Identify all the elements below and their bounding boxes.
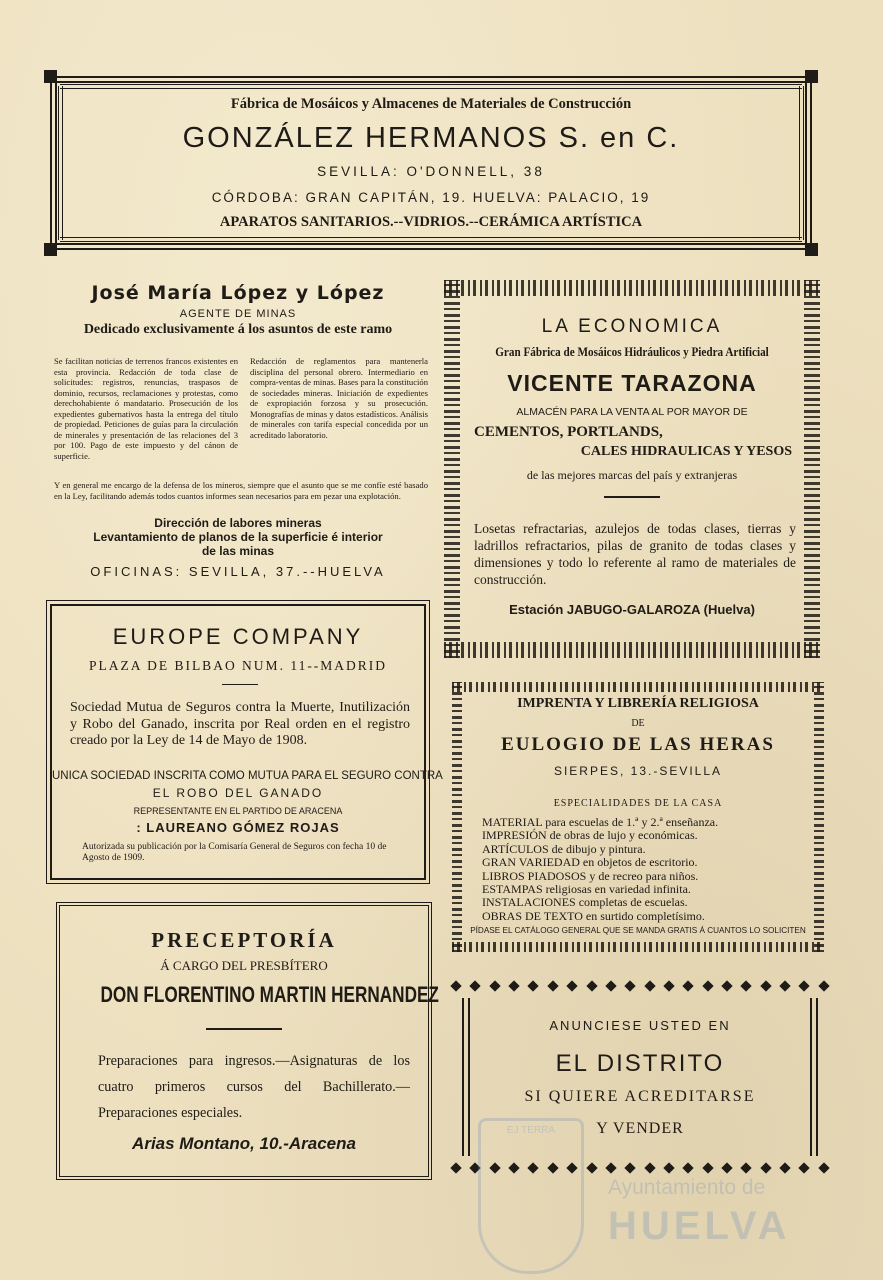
lopez-levantamiento: Levantamiento de planos de la superficie é interior xyxy=(93,530,383,544)
economica-name: VICENTE TARAZONA xyxy=(507,370,757,396)
eulogio-de-las-heras-ad xyxy=(452,682,824,952)
bottom-inner-border xyxy=(60,237,802,242)
economica-almacen: ALMACÉN PARA LA VENTA AL POR MAYOR DE xyxy=(516,406,748,418)
economica-cementos: CEMENTOS, PORTLANDS, xyxy=(474,424,663,440)
list-item: ESTAMPAS religiosas en variedad infinita. xyxy=(482,882,691,897)
heras-especialidades: ESPECIALIDADES DE LA CASA xyxy=(553,798,723,809)
gonzalez-line1: Fábrica de Mosáicos y Almacenes de Materiales de Construcción xyxy=(230,96,632,112)
europe-repname: : LAUREANO GÓMEZ ROJAS xyxy=(136,820,340,835)
decorative-divider xyxy=(604,496,660,498)
shield-text: EJ TERRA xyxy=(506,1125,556,1136)
europe-unica: UNICA SOCIEDAD INSCRITA COMO MUTUA PARA EL SEGURO CONTRA xyxy=(52,770,443,782)
bottom-border xyxy=(44,243,818,250)
distrito-anunciese: ANUNCIESE USTED EN xyxy=(549,1018,731,1033)
diamond-border-top xyxy=(452,980,828,992)
ornamental-border-bottom xyxy=(444,642,820,658)
distrito-si: SI QUIERE ACREDITARSE xyxy=(524,1088,756,1105)
heras-imprenta: IMPRENTA Y LIBRERÍA RELIGIOSA xyxy=(517,696,759,711)
shield-icon xyxy=(478,1118,584,1274)
list-item: INSTALACIONES completas de escuelas. xyxy=(482,895,688,910)
corner-ornament xyxy=(806,70,818,82)
heras-items-list xyxy=(482,816,718,923)
preceptoria-cargo: Á CARGO DEL PRESBÍTERO xyxy=(160,958,328,973)
heras-name: EULOGIO DE LAS HERAS xyxy=(501,734,775,755)
lopez-role: AGENTE DE MINAS xyxy=(179,308,297,320)
preceptoria-name: DON FLORENTINO MARTIN HERNANDEZ xyxy=(100,982,439,1007)
lopez-column-left: Se facilitan noticias de terrenos francos existentes en esta provincia. Redacción de toda clase de solicitudes: registros, renuncias, traspasos de dominio, recursos, reclamaciones y protestas, como derechohabiente ó mandatario. Prosecución de los expedientes gubernativos hasta la entrega del título de propiedad. Peticiones de guías para la circulación de minerales y presentación de las relaciones del 3 por 100. Pago de este impuesto y del cánon de superficie. xyxy=(54,356,238,461)
list-item: MATERIAL para escuelas de 1.ª y 2.ª enseñanza. xyxy=(482,815,719,829)
lopez-minas: de las minas xyxy=(201,544,275,558)
ornamental-border-top xyxy=(452,682,824,692)
economica-losetas: Losetas refractarias, azulejos de todas clases, tierras y ladrillos refractarios, pilas de granito de todas clases y dimensiones y todo lo referente al ramo de materiales de construcción. xyxy=(474,521,796,587)
distrito-name: EL DISTRITO xyxy=(555,1050,725,1077)
economica-cales: CALES HIDRAULICAS Y YESOS xyxy=(580,444,792,459)
heras-address: SIERPES, 13.-SEVILLA xyxy=(553,764,723,778)
economica-estacion: Estación JABUGO-GALAROZA (Huelva) xyxy=(509,602,755,617)
gonzalez-cordoba: CÓRDOBA: GRAN CAPITÁN, 19. HUELVA: PALACIO, 19 xyxy=(211,190,651,205)
list-item: LIBROS PIADOSOS y de recreo para niños. xyxy=(482,868,699,883)
lopez-name: José María López y López xyxy=(91,282,385,304)
economica-subtitle: Gran Fábrica de Mosáicos Hidráulicos y Piedra Artificial xyxy=(495,344,769,359)
lopez-column-right: Redacción de reglamentos para mantenerla disciplina del personal obrero. Intermediario en compra-ventas de minas. Bases para la constitución de sociedades mineras. Iniciación de expedientes de expropiación forzosa y su prosecución. Monografías de minas y datos estadísticos. Análisis de minerales con tarifa especial concedida por un acreditado laboratorio. xyxy=(250,356,428,440)
la-economica-ad xyxy=(444,280,820,658)
europe-body: Sociedad Mutua de Seguros contra la Muerte, Inutilización y Robo del Ganado, inscrita por Real orden en el registro creado por la Ley de 14 de Mayo de 1908. xyxy=(70,700,410,748)
heras-catalogo: PÍDASE EL CATÁLOGO GENERAL QUE SE MANDA GRATIS Á CUANTOS LO SOLICITEN xyxy=(470,926,806,935)
corner-ornament xyxy=(806,244,818,256)
watermark-line1: Ayuntamiento de xyxy=(608,1176,766,1199)
decorative-divider xyxy=(222,684,258,685)
gonzalez-name: GONZÁLEZ HERMANOS S. en C. xyxy=(182,122,680,154)
top-inner-border xyxy=(60,84,802,89)
lopez-ad xyxy=(44,276,432,586)
europe-robo: EL ROBO DEL GANADO xyxy=(152,786,324,800)
top-border xyxy=(44,76,818,83)
corner-ornament xyxy=(44,70,56,82)
gonzalez-hermanos-ad xyxy=(44,70,818,256)
economica-title: LA ECONOMICA xyxy=(541,316,723,337)
distrito-vender: Y VENDER xyxy=(596,1120,684,1137)
preceptoria-body: Preparaciones para ingresos.—Asignaturas de los cuatro primeros cursos del Bachillerato.—Preparaciones especiales. xyxy=(98,1053,410,1121)
europe-company-ad xyxy=(50,604,443,880)
ayuntamiento-watermark xyxy=(478,1118,808,1268)
europe-address: PLAZA DE BILBAO NUM. 11--MADRID xyxy=(88,658,388,673)
lopez-direccion: Dirección de labores mineras xyxy=(154,516,322,530)
watermark-line2: HUELVA xyxy=(608,1204,791,1248)
lopez-tagline: Dedicado exclusivamente á los asuntos de este ramo xyxy=(83,322,393,337)
heras-de: DE xyxy=(631,718,645,729)
decorative-divider xyxy=(206,1028,282,1030)
preceptoria-address: Arias Montano, 10.-Aracena xyxy=(132,1134,356,1153)
list-item: ARTÍCULOS de dibujo y pintura. xyxy=(482,841,646,856)
preceptoria-ad xyxy=(56,902,439,1180)
list-item: OBRAS DE TEXTO en surtido completísimo. xyxy=(482,908,705,923)
preceptoria-title: PRECEPTORÍA xyxy=(151,928,337,952)
economica-marcas: de las mejores marcas del país y extranjeras xyxy=(526,468,738,482)
gonzalez-sevilla: SEVILLA: O'DONNELL, 38 xyxy=(317,164,545,179)
list-item: GRAN VARIEDAD en objetos de escritorio. xyxy=(482,855,698,870)
lopez-general: Y en general me encargo de la defensa de los mineros, siempre que el asunto que se me confíe esté basado en la Ley, facilitando además todos cuantos informes sean necesarios para em pezar una explotación. xyxy=(54,480,428,501)
europe-title: EUROPE COMPANY xyxy=(112,624,364,649)
gonzalez-aparatos: APARATOS SANITARIOS.--VIDRIOS.--CERÁMICA ARTÍSTICA xyxy=(219,214,643,230)
ornamental-border-top xyxy=(444,280,820,296)
lopez-oficinas: OFICINAS: SEVILLA, 37.--HUELVA xyxy=(90,564,386,579)
list-item: IMPRESIÓN de obras de lujo y económicas. xyxy=(482,828,698,843)
europe-autorizada: Autorizada su publicación por la Comisaría General de Seguros con fecha 10 de Agosto de 1909. xyxy=(82,842,387,863)
ornamental-border-bottom xyxy=(452,942,824,952)
europe-rep: REPRESENTANTE EN EL PARTIDO DE ARACENA xyxy=(133,806,343,816)
corner-ornament xyxy=(44,244,56,256)
